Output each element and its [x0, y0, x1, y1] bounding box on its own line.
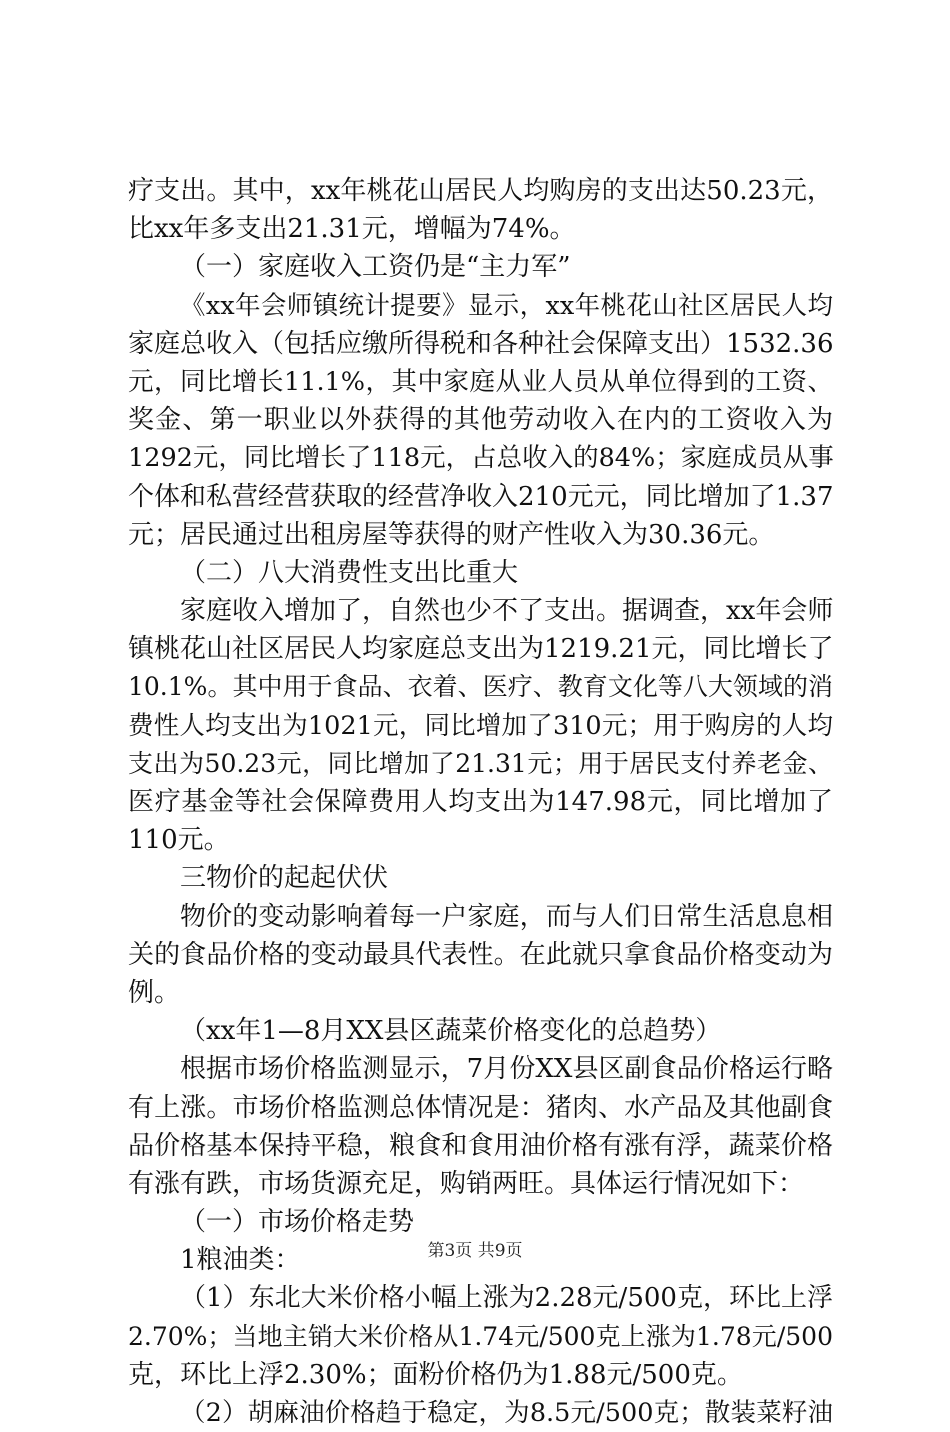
text-line: 例。 [128, 977, 181, 1008]
text-line: （1）东北大米价格小幅上涨为2.28元/500克，环比上浮 [180, 1283, 833, 1314]
text-line: 镇桃花山社区居民人均家庭总支出为1219.21元，同比增长了 [128, 634, 834, 665]
text-line: 有涨有跌，市场货源充足，购销两旺。具体运行情况如下： [128, 1168, 805, 1199]
text-line: 个体和私营经营获取的经营净收入210元元，同比增加了1.37 [128, 481, 834, 512]
text-line: 疗支出。其中，xx年桃花山居民人均购房的支出达50.23元， [128, 176, 833, 206]
text-line: 品价格基本保持平稳，粮食和食用油价格有涨有浮，蔬菜价格 [128, 1130, 833, 1161]
text-line: （一）家庭收入工资仍是“主力军” [180, 252, 571, 283]
text-line: （xx年1—8月XX县区蔬菜价格变化的总趋势） [180, 1016, 722, 1047]
page-footer: 第3页 共9页 [427, 1241, 523, 1261]
text-line: （一）市场价格走势 [180, 1207, 415, 1238]
text-line: 10.1%。其中用于食品、衣着、医疗、教育文化等八大领域的消 [128, 672, 833, 702]
text-line: 2.70%；当地主销大米价格从1.74元/500克上涨为1.78元/500 [128, 1321, 833, 1351]
text-line: 1292元，同比增长了118元，占总收入的84%；家庭成员从事 [128, 443, 834, 474]
text-line: 《xx年会师镇统计提要》显示，xx年桃花山社区居民人均 [180, 290, 833, 321]
text-line: 支出为50.23元，同比增加了21.31元；用于居民支付养老金、 [128, 748, 833, 778]
text-line: 有上涨。市场价格监测总体情况是：猪肉、水产品及其他副食 [128, 1092, 833, 1123]
text-line: （2）胡麻油价格趋于稳定，为8.5元/500克；散装菜籽油 [180, 1398, 833, 1428]
text-line: 比xx年多支出21.31元，增幅为74%。 [128, 214, 576, 245]
text-line: 医疗基金等社会保障费用人均支出为147.98元，同比增加了 [128, 787, 833, 817]
text-line: 元；居民通过出租房屋等获得的财产性收入为30.36元。 [128, 519, 775, 550]
text-line: 奖金、第一职业以外获得的其他劳动收入在内的工资收入为 [128, 405, 833, 436]
text-line: （二）八大消费性支出比重大 [180, 557, 519, 588]
text-line: 根据市场价格监测显示，7月份XX县区副食品价格运行略 [180, 1054, 833, 1085]
text-line: 物价的变动影响着每一户家庭，而与人们日常生活息息相 [180, 901, 833, 932]
text-line: 三物价的起起伏伏 [180, 863, 389, 894]
text-line: 关的食品价格的变动最具代表性。在此就只拿食品价格变动为 [128, 939, 833, 970]
text-line: 110元。 [128, 825, 230, 856]
text-line: 家庭总收入（包括应缴所得税和各种社会保障支出）1532.36 [128, 328, 834, 359]
text-line: 家庭收入增加了，自然也少不了支出。据调查，xx年会师 [180, 596, 834, 627]
text-line: 费性人均支出为1021元，同比增加了310元；用于购房的人均 [128, 710, 833, 741]
text-line: 克，环比上浮2.30%；面粉价格仍为1.88元/500克。 [128, 1359, 743, 1390]
text-line: 1粮油类： [180, 1245, 301, 1276]
text-line: 元，同比增长11.1%，其中家庭从业人员从单位得到的工资、 [128, 366, 833, 397]
